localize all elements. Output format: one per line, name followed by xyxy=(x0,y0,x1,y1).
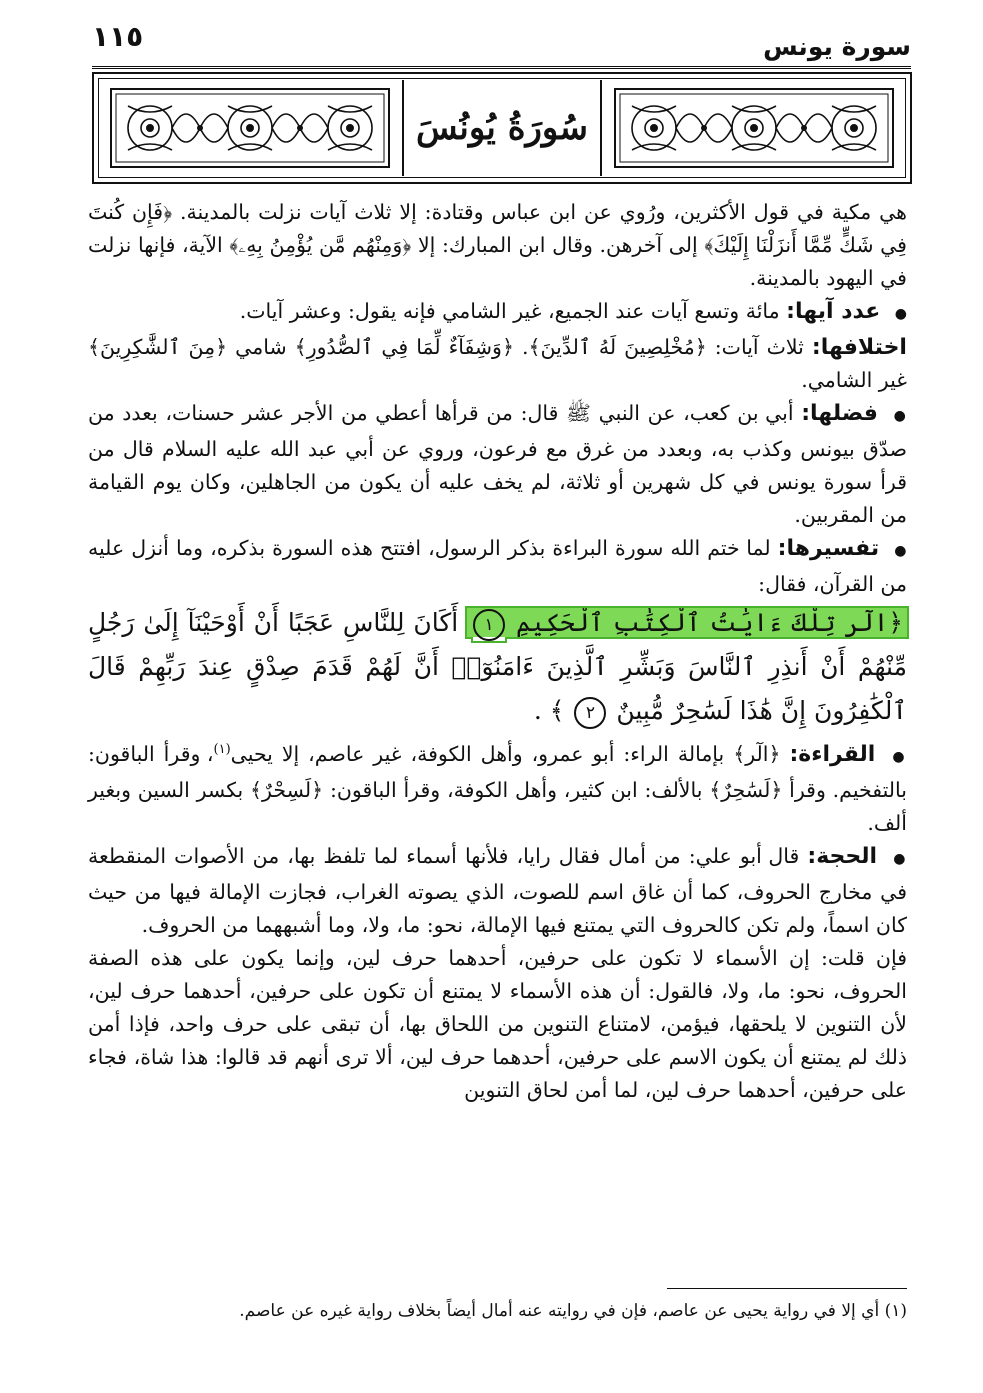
differences-paragraph xyxy=(88,331,907,397)
footnote-ref[interactable]: (١) xyxy=(213,742,231,757)
merit-label: فضلها: xyxy=(801,401,878,426)
verse-text: أَكَانَ لِلنَّاسِ عَجَبًا أَنْ أَوْحَيْنَآ إِلَىٰ رَجُلٍ مِّنْهُمْ أَنْ أَنذِرِ ٱلنَّاسَ وَبَشِّرِ ٱلَّذِينَ ءَامَنُوٓا۟ أَنَّ لَهُمْ قَدَمَ صِدْقٍ عِندَ رَبِّهِمْ قَالَ ٱلْكَٰفِرُونَ إِنَّ هَٰذَا لَسَٰحِرٌ مُّبِينٌ xyxy=(88,608,907,725)
surah-title: سُورَةُ يُونُسَ xyxy=(416,108,588,148)
arabesque-ornament-left xyxy=(110,88,390,168)
verse-count-label: عدد آيها: xyxy=(786,299,881,324)
merit-paragraph xyxy=(88,397,907,532)
merit-text: أبي بن كعب، عن النبي ﷺ قال: من قرأها أعطي من الأجر عشر حسنات، بعدد من صدّق بيونس وكذب به، وبعدد من غرق مع فرعون، وروي عن أبي عبد الله عليه السلام قال من قرأ سورة يونس في كل شهرين أو ثلاثة، لم يخف عليه أن يكون من الجاهلين، وكان يوم القيامة من المقربين. xyxy=(88,401,907,527)
differences-text: ثلاث آيات: ﴿مُخْلِصِينَ لَهُ ٱلدِّينَ﴾. ﴿وَشِفَآءٌ لِّمَا فِي ٱلصُّدُورِ﴾ شامي ﴿مِنَ ٱلشَّٰكِرِينَ﴾ غير الشامي. xyxy=(88,335,907,392)
differences-label: اختلافها: xyxy=(811,335,907,360)
tafsir-label: تفسيرها: xyxy=(777,536,880,561)
hujja-text: قال أبو علي: من أمال فقال رايا، فلأنها أسماء لما تلفظ بها، من الأصوات المنقطعة في مخارج الحروف، كما أن غاق اسم للصوت، الذي يصوته الغراب، فجازت الإمالة فيها من حيث كان اسماً، ولم تكن كالحروف التي يمتنع فيها الإمالة، نحو: ما، ولا، وما أشبههما من الحروف. xyxy=(88,843,907,937)
surah-title-box xyxy=(402,80,602,176)
hujja-label: الحجة: xyxy=(807,843,878,869)
commentary-body xyxy=(88,196,907,1107)
qiraa-text-b: ، وقرأ الباقون: بالتفخيم. وقرأ ﴿لَسَٰحِرٌ﴾ بالألف: ابن كثير، وأهل الكوفة، وقرأ الباقون: ﴿لَسِحْرٌ﴾ بكسر السين وبغير ألف. xyxy=(88,741,907,835)
verse-count-paragraph xyxy=(88,295,907,331)
footnote-number: (١) xyxy=(884,1301,907,1321)
bullet-icon: ● xyxy=(892,748,907,765)
footnote-rule xyxy=(667,1288,907,1289)
tafsir-paragraph xyxy=(88,532,907,601)
footnote-text: أي إلا في رواية يحيى عن عاصم، فإن في روايته عنه أمال أيضاً بخلاف رواية غيره عن عاصم. xyxy=(239,1301,880,1321)
ayah-number-marker: ١ xyxy=(473,609,505,641)
page-number: ١١٥ xyxy=(92,20,144,53)
arabesque-ornament-right xyxy=(614,88,894,168)
verse-count-text: مائة وتسع آيات عند الجميع، غير الشامي فإنه يقول: وعشر آيات. xyxy=(239,299,780,323)
header-rule xyxy=(92,66,911,69)
tafsir-text: لما ختم الله سورة البراءة بذكر الرسول، افتتح هذه السورة بذكره، وما أنزل عليه من القرآن، فقال: xyxy=(88,536,907,596)
objection-paragraph: فإن قلت: إن الأسماء لا تكون على حرفين، أحدهما حرف لين، وإنما يكون على هذه الصفة الحروف، نحو: ما، ولا، فالقول: أن هذه الأسماء لا يمتنع أن تكون على حرفين، أحدهما حرف لين، لأن التنوين لا يلحقها، فيؤمن، لامتناع التنوين من اللحاق بها، أن تبقى على حرف واحد، فإذا أمن ذلك لم يمتنع أن يكون الاسم على حرفين، أحدهما حرف لين، ألا ترى أنهم قد قالوا: هذا شاة، فجاء على حرفين، أحدهما حرف لين، لما أمن لحاق التنوين xyxy=(88,945,907,1102)
verse-close: ﴾ . xyxy=(533,696,565,725)
surah-title-banner xyxy=(92,72,912,184)
bullet-icon: ● xyxy=(894,306,907,322)
bullet-icon: ● xyxy=(894,543,907,559)
bullet-icon: ● xyxy=(893,408,907,424)
footnote xyxy=(88,1298,907,1324)
qiraa-paragraph xyxy=(88,733,907,840)
verse-highlight-text: ﴿الٓر تِلْكَ ءَايَٰتُ ٱلْكِتَٰبِ ٱلْحَكِيمِ xyxy=(515,608,903,637)
qiraa-label: القراءة: xyxy=(789,741,876,767)
running-header-surah: سورة يونس xyxy=(763,32,911,61)
intro-paragraph: هي مكية في قول الأكثرين، ورُوي عن ابن عباس وقتادة: إلا ثلاث آيات نزلت بالمدينة. ﴿فَإِن كُنتَ فِي شَكٍّ مِّمَّا أَنزَلْنَا إِلَيْكَ﴾ إلى آخرهن. وقال ابن المبارك: إلا ﴿وَمِنْهُم مَّن يُؤْمِنُ بِهِۦ﴾ الآية، فإنها نزلت في اليهود بالمدينة. xyxy=(88,200,907,290)
hujja-paragraph xyxy=(88,840,907,942)
highlighted-verse-segment[interactable] xyxy=(467,608,907,637)
qiraa-text-a: ﴿الٓر﴾ بإمالة الراء: أبو عمرو، وأهل الكوفة، غير عاصم، إلا يحيى xyxy=(230,741,781,766)
bullet-icon: ● xyxy=(893,850,907,867)
quran-verse-block xyxy=(88,601,907,733)
ayah-number-marker: ٢ xyxy=(574,697,606,729)
